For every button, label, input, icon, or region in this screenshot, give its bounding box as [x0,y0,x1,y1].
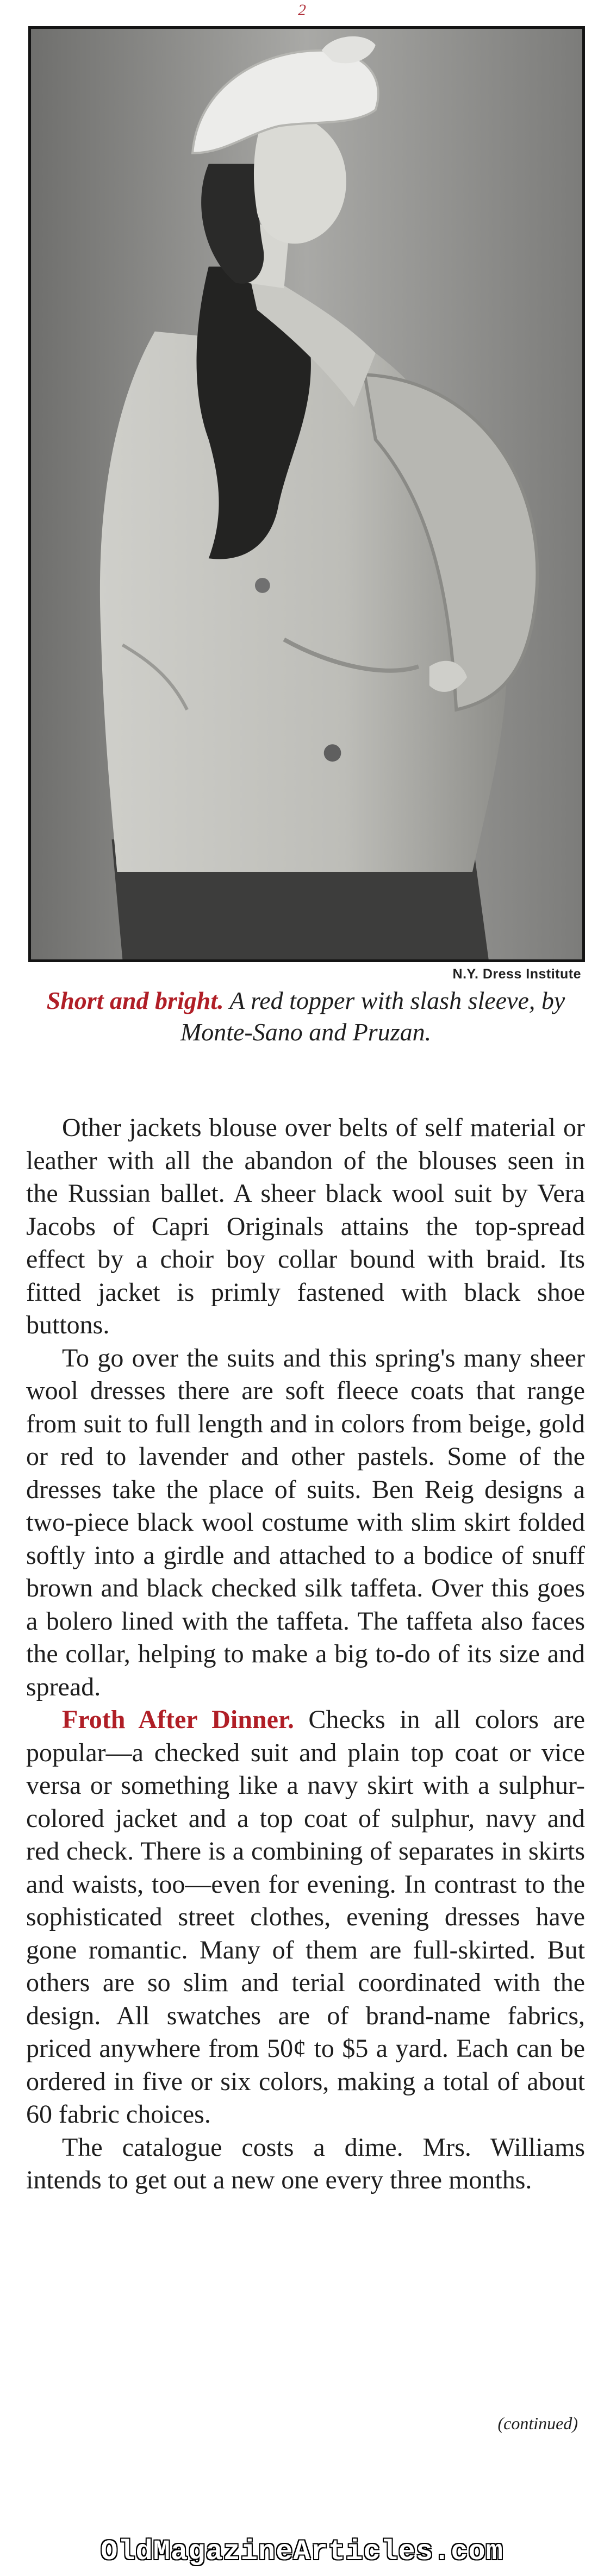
article-paragraph: Other jackets blouse over belts of self material or leather with all the abandon of the blouses seen in the Russian ballet. A sheer black wool suit by Vera Jacobs of Capri Originals attains the top-spread effect by a choir boy collar bound with braid. Its fitted jacket is primly fastened with black shoe buttons. [26,1113,585,1339]
article-paragraph: The catalogue costs a dime. Mrs. Williams intends to get out a new one every three months. [26,2132,585,2194]
woman-in-topper-photo [31,29,582,959]
continued-note: (continued) [497,2413,578,2433]
page-number: 2 [298,1,306,19]
photo-caption [26,985,586,1048]
fashion-photo [28,26,585,962]
caption-lead: Short and bright. [46,987,224,1014]
article-body [26,1112,585,2197]
caption-text: A red topper with slash sleeve, by Monte-Sano and Pruzan. [180,987,565,1046]
article-paragraph [26,1704,585,2131]
site-watermark-logo[interactable]: OldMagazineArticles.com [101,2536,503,2568]
section-subhead: Froth After Dinner. [62,1705,294,1734]
photo-credit: N.Y. Dress Institute [452,966,581,982]
paragraph-text: Checks in all colors are popular—a checked suit and plain top coat or vice versa or something like a navy skirt with a sulphur-colored jacket and a top coat of sulphur, navy and red check. There is a combining of separates in skirts and waists, too—even for evening. In contrast to the sophisticated street clothes, evening dresses have gone romantic. Many of them are full-skirted. But others are so slim and terial coordinated with the design. All swatches are of brand-name fabrics, priced anywhere from 50¢ to $5 a yard. Each can be ordered in five or six colors, making a total of about 60 fabric choices. [26,1705,585,2129]
article-paragraph: To go over the suits and this spring's many sheer wool dresses there are soft fleece coats that range from suit to full length and in colors from beige, gold or red to lavender and other pastels. Some of the dresses take the place of suits. Ben Reig designs a two-piece black wool costume with slim skirt folded softly into a girdle and attached to a bodice of snuff brown and black checked silk taffeta. Over this goes a bolero lined with the taffeta. The taffeta also faces the collar, helping to make a big to-do of its size and spread. [26,1343,585,1701]
